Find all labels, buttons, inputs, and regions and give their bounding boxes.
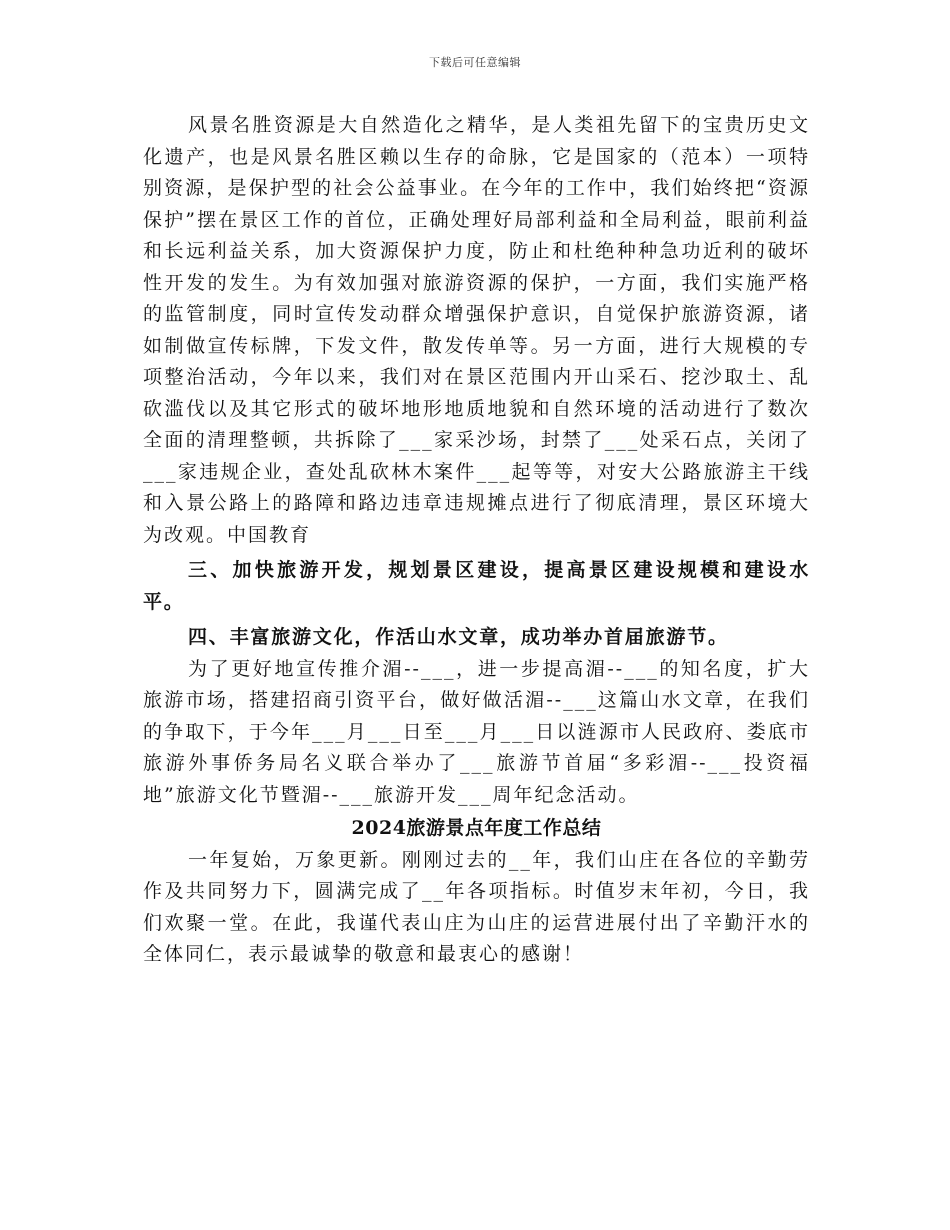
document-title: 2024旅游景点年度工作总结 (351, 817, 602, 839)
paragraph-annual-summary: 一年复始，万象更新。刚刚过去的__年，我们山庄在各位的辛勤劳作及共同努力下，圆满完成了__年各项指标。时值岁末年初，今日，我们欢聚一堂。在此，我谨代表山庄为山庄的运营进展付出了辛勤汗水的全体同仁，表示最诚挚的敬意和最衷心的感谢！ (143, 848, 810, 965)
section-heading-4: 四、丰富旅游文化，作活山水文章，成功举办首届旅游节。 (188, 626, 729, 648)
paragraph-resource-protection: 风景名胜资源是大自然造化之精华，是人类祖先留下的宝贵历史文化遗产，也是风景名胜区赖以生存的命脉，它是国家的（范本）一项特别资源，是保护型的社会公益事业。在今年的工作中，我们始终把“资源保护”摆在景区工作的首位，正确处理好局部利益和全局利益，眼前利益和长远利益关系，加大资源保护力度，防止和杜绝种种急功近利的破坏性开发的发生。为有效加强对旅游资源的保护，一方面，我们实施严格的监管制度，同时宣传发动群众增强保护意识，自觉保护旅游资源，诸如制做宣传标牌，下发文件，散发传单等。另一方面，进行大规模的专项整治活动，今年以来，我们对在景区范围内开山采石、挖沙取土、乱砍滥伐以及其它形式的破坏地形地质地貌和自然环境的活动进行了数次全面的清理整顿，共拆除了___家采沙场，封禁了___处采石点，关闭了___家违规企业，查处乱砍林木案件___起等等，对安大公路旅游主干线和入景公路上的路障和路边违章违规摊点进行了彻底清理，景区环境大为改观。中国教育 (143, 114, 810, 546)
section-heading-3: 三、加快旅游开发，规划景区建设，提高景区建设规模和建设水平。 (143, 559, 810, 613)
paragraph-tourism-festival: 为了更好地宣传推介湄--___，进一步提高湄--___的知名度，扩大旅游市场，搭建招商引资平台，做好做活湄--___这篇山水文章，在我们的争取下，于今年___月___日至___月___日以涟源市人民政府、娄底市旅游外事侨务局名义联合举办了___旅游节首届“多彩湄--___投资福地”旅游文化节暨湄--___旅游开发___周年纪念活动。 (143, 657, 810, 806)
header-note: 下载后可任意编辑 (429, 56, 521, 69)
document-body (143, 110, 810, 971)
